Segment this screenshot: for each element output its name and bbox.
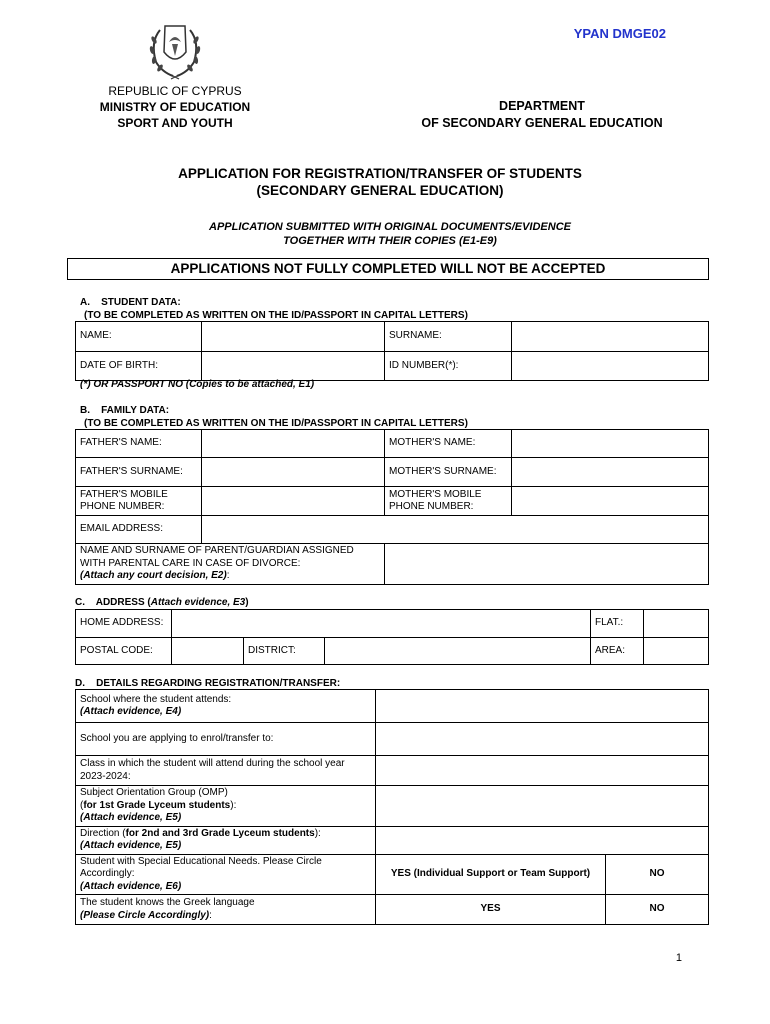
direction-grade-note: for 2nd and 3rd Grade Lyceum students [125, 827, 315, 839]
dob-input[interactable] [202, 352, 385, 381]
direction-label [76, 826, 376, 854]
fathers-mobile-label-2: PHONE NUMBER: [80, 501, 165, 512]
greek-language-label [76, 895, 376, 925]
guardian-input[interactable] [385, 544, 709, 585]
form-code: YPAN DMGE02 [573, 26, 666, 41]
greek-language-label-1: The student knows the Greek language [80, 897, 255, 908]
form-subtitle-line-1: APPLICATION SUBMITTED WITH ORIGINAL DOCUMENTS/EVIDENCE [209, 221, 571, 233]
area-label: AREA: [591, 638, 644, 665]
postal-code-label: POSTAL CODE: [76, 638, 172, 665]
greek-language-yes-option[interactable]: YES [376, 895, 606, 925]
mothers-mobile-input[interactable] [512, 487, 709, 516]
greek-language-colon: : [209, 909, 212, 921]
section-a-subheading: (TO BE COMPLETED AS WRITTEN ON THE ID/PASSPORT IN CAPITAL LETTERS) [84, 310, 468, 321]
student-data-table [75, 321, 709, 381]
current-school-label [76, 690, 376, 723]
guardian-label-colon: : [226, 570, 230, 581]
mothers-surname-input[interactable] [512, 458, 709, 487]
id-number-label: ID NUMBER(*): [385, 352, 512, 381]
section-d-heading: D. DETAILS REGARDING REGISTRATION/TRANSFER: [75, 678, 341, 689]
form-title [70, 165, 690, 199]
dob-label: DATE OF BIRTH: [76, 352, 202, 381]
class-label-1: Class in which the student will attend during the school year [80, 758, 345, 769]
passport-note: (*) OR PASSPORT NO (Copies to be attached, E1) [80, 379, 315, 390]
fathers-name-input[interactable] [202, 430, 385, 458]
mothers-mobile-label [385, 487, 512, 516]
district-input[interactable] [325, 638, 591, 665]
address-table [75, 609, 709, 665]
current-school-evidence: (Attach evidence, E4) [80, 706, 182, 717]
registration-details-table [75, 689, 709, 925]
section-b-heading: B. FAMILY DATA: [80, 405, 170, 416]
surname-input[interactable] [512, 322, 709, 352]
direction-input[interactable] [376, 826, 709, 854]
direction-label-1: Direction ( [80, 827, 126, 839]
flat-label: FLAT.: [591, 610, 644, 638]
surname-label: SURNAME: [385, 322, 512, 352]
section-c-heading-c: ) [245, 597, 249, 608]
area-input[interactable] [644, 638, 709, 665]
home-address-input[interactable] [172, 610, 591, 638]
omp-paren-open: ( [80, 799, 84, 811]
name-label: NAME: [76, 322, 202, 352]
direction-evidence: (Attach evidence, E5) [80, 840, 182, 851]
department-header [400, 98, 684, 132]
current-school-input[interactable] [376, 690, 709, 723]
postal-code-input[interactable] [172, 638, 244, 665]
email-label: EMAIL ADDRESS: [76, 516, 202, 544]
mothers-surname-label: MOTHER'S SURNAME: [385, 458, 512, 487]
direction-paren-close: ): [314, 827, 321, 839]
section-b-subheading: (TO BE COMPLETED AS WRITTEN ON THE ID/PASSPORT IN CAPITAL LETTERS) [84, 418, 468, 429]
ministry-label: MINISTRY OF EDUCATION [99, 100, 251, 114]
omp-evidence: (Attach evidence, E5) [80, 812, 182, 823]
district-label: DISTRICT: [244, 638, 325, 665]
omp-input[interactable] [376, 786, 709, 827]
country-label: REPUBLIC OF CYPRUS [108, 84, 242, 98]
id-number-input[interactable] [512, 352, 709, 381]
fathers-mobile-label [76, 487, 202, 516]
guardian-evidence-note: (Attach any court decision, E2) [80, 570, 227, 581]
name-input[interactable] [202, 322, 385, 352]
mothers-name-input[interactable] [512, 430, 709, 458]
department-label-2: OF SECONDARY GENERAL EDUCATION [421, 116, 663, 130]
mothers-mobile-label-2: PHONE NUMBER: [389, 501, 474, 512]
form-subtitle-line-2: TOGETHER WITH THEIR COPIES (E1-E9) [283, 235, 497, 247]
home-address-label: HOME ADDRESS: [76, 610, 172, 638]
fathers-mobile-input[interactable] [202, 487, 385, 516]
completion-warning: APPLICATIONS NOT FULLY COMPLETED WILL NOT BE ACCEPTED [67, 258, 709, 280]
department-label: DEPARTMENT [499, 99, 585, 113]
omp-grade-note: for 1st Grade Lyceum students [83, 799, 231, 811]
family-data-table [75, 429, 709, 585]
class-label [76, 756, 376, 786]
mothers-name-label: MOTHER'S NAME: [385, 430, 512, 458]
flat-input[interactable] [644, 610, 709, 638]
section-c-heading-a: C. ADDRESS ( [75, 597, 151, 608]
special-needs-evidence: (Attach evidence, E6) [80, 880, 182, 892]
section-a-heading: A. STUDENT DATA: [80, 297, 181, 308]
fathers-surname-input[interactable] [202, 458, 385, 487]
email-input[interactable] [202, 516, 709, 544]
fathers-surname-label: FATHER'S SURNAME: [76, 458, 202, 487]
special-needs-label-1: Student with Special Educational Needs. Please Circle [80, 855, 322, 867]
guardian-label [76, 544, 385, 585]
cyprus-coat-of-arms-icon [140, 18, 210, 80]
greek-language-no-option[interactable]: NO [606, 895, 709, 925]
guardian-label-2: WITH PARENTAL CARE IN CASE OF DIVORCE: [80, 557, 301, 569]
special-needs-label-2: Accordingly: [80, 868, 135, 879]
omp-paren-close: ): [230, 799, 237, 811]
special-needs-no-option[interactable]: NO [606, 854, 709, 895]
mothers-mobile-label-1: MOTHER'S MOBILE [389, 488, 482, 500]
omp-label [76, 786, 376, 827]
page-number: 1 [675, 952, 682, 964]
fathers-name-label: FATHER'S NAME: [76, 430, 202, 458]
ministry-header [75, 83, 275, 131]
class-input[interactable] [376, 756, 709, 786]
form-title-line-1: APPLICATION FOR REGISTRATION/TRANSFER OF STUDENTS [178, 166, 582, 181]
section-c-evidence: Attach evidence, E3 [150, 597, 246, 608]
ministry-label-2: SPORT AND YOUTH [117, 116, 233, 130]
special-needs-yes-option[interactable]: YES (Individual Support or Team Support) [376, 854, 606, 895]
greek-language-circle-note: (Please Circle Accordingly) [80, 909, 210, 921]
class-label-2: 2023-2024: [80, 770, 131, 782]
current-school-text: School where the student attends: [80, 693, 232, 705]
fathers-mobile-label-1: FATHER'S MOBILE [80, 488, 168, 500]
special-needs-label [76, 854, 376, 895]
section-c-heading [75, 596, 249, 609]
guardian-label-1: NAME AND SURNAME OF PARENT/GUARDIAN ASSIGNED [80, 545, 354, 556]
target-school-input[interactable] [376, 723, 709, 756]
target-school-label: School you are applying to enrol/transfer to: [76, 723, 376, 756]
form-subtitle [70, 220, 710, 248]
omp-label-1: Subject Orientation Group (OMP) [80, 787, 228, 798]
form-title-line-2: (SECONDARY GENERAL EDUCATION) [256, 183, 504, 198]
